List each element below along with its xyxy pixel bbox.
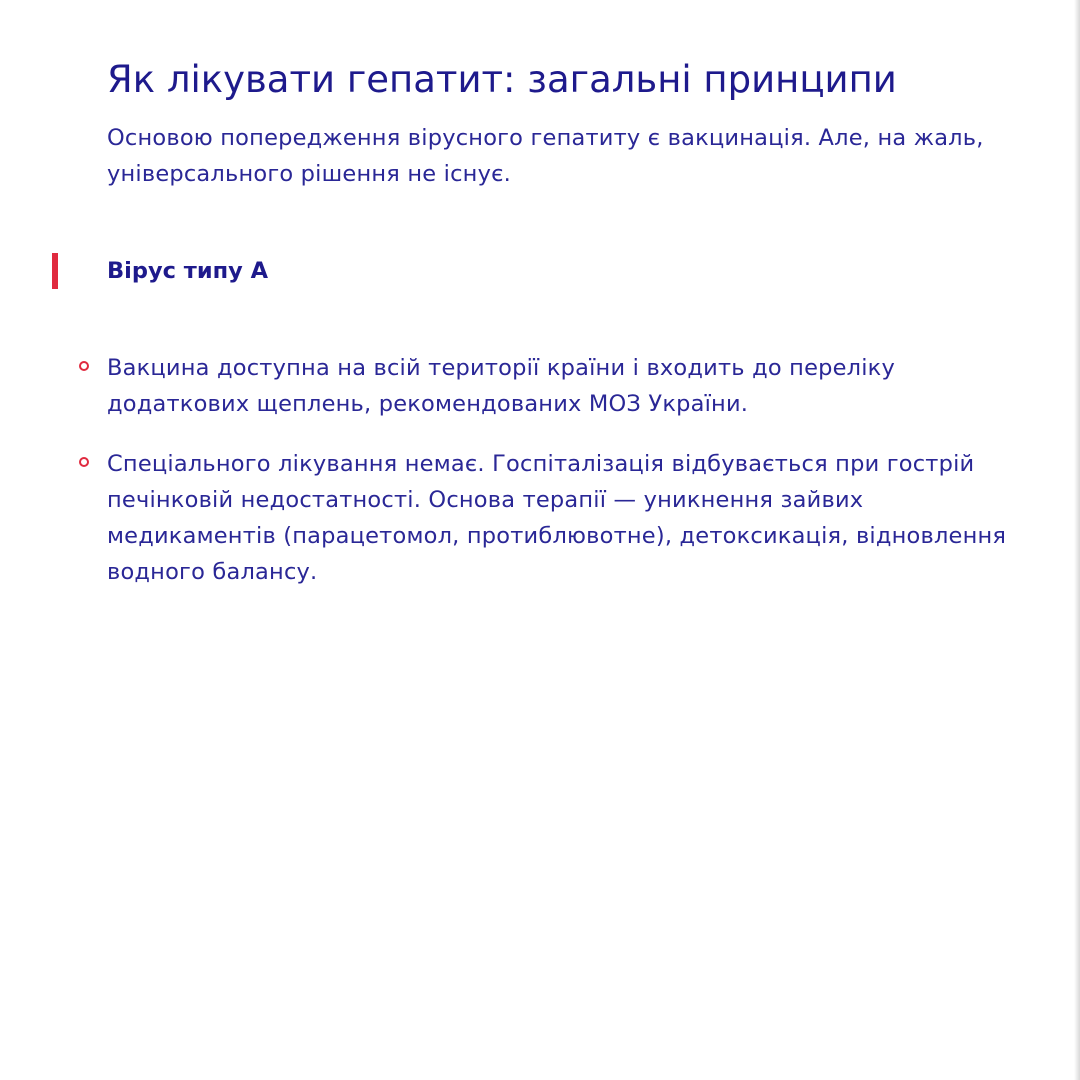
section-accent-bar xyxy=(52,253,58,289)
section-heading: Вірус типу А xyxy=(107,258,269,284)
page-title: Як лікувати гепатит: загальні принципи xyxy=(107,58,897,101)
page-edge-shadow xyxy=(1074,0,1080,1080)
list-item xyxy=(78,350,1008,422)
bullet-list xyxy=(78,350,1008,614)
list-item-text: Вакцина доступна на всій території країни і входить до переліку додаткових щеплень, рекомендованих МОЗ України. xyxy=(107,355,895,417)
list-item-text: Спеціального лікування немає. Госпіталізація відбувається при гострій печінковій недостатності. Основа терапії — уникнення зайвих медикаментів (парацетомол, протиблювотне), детоксикація, відновлення водного балансу. xyxy=(107,451,1007,585)
circle-bullet-icon xyxy=(79,361,89,371)
intro-paragraph: Основою попередження вірусного гепатиту є вакцинація. Але, на жаль, універсального рішення не існує. xyxy=(107,125,984,187)
circle-bullet-icon xyxy=(79,457,89,467)
list-item xyxy=(78,446,1008,590)
